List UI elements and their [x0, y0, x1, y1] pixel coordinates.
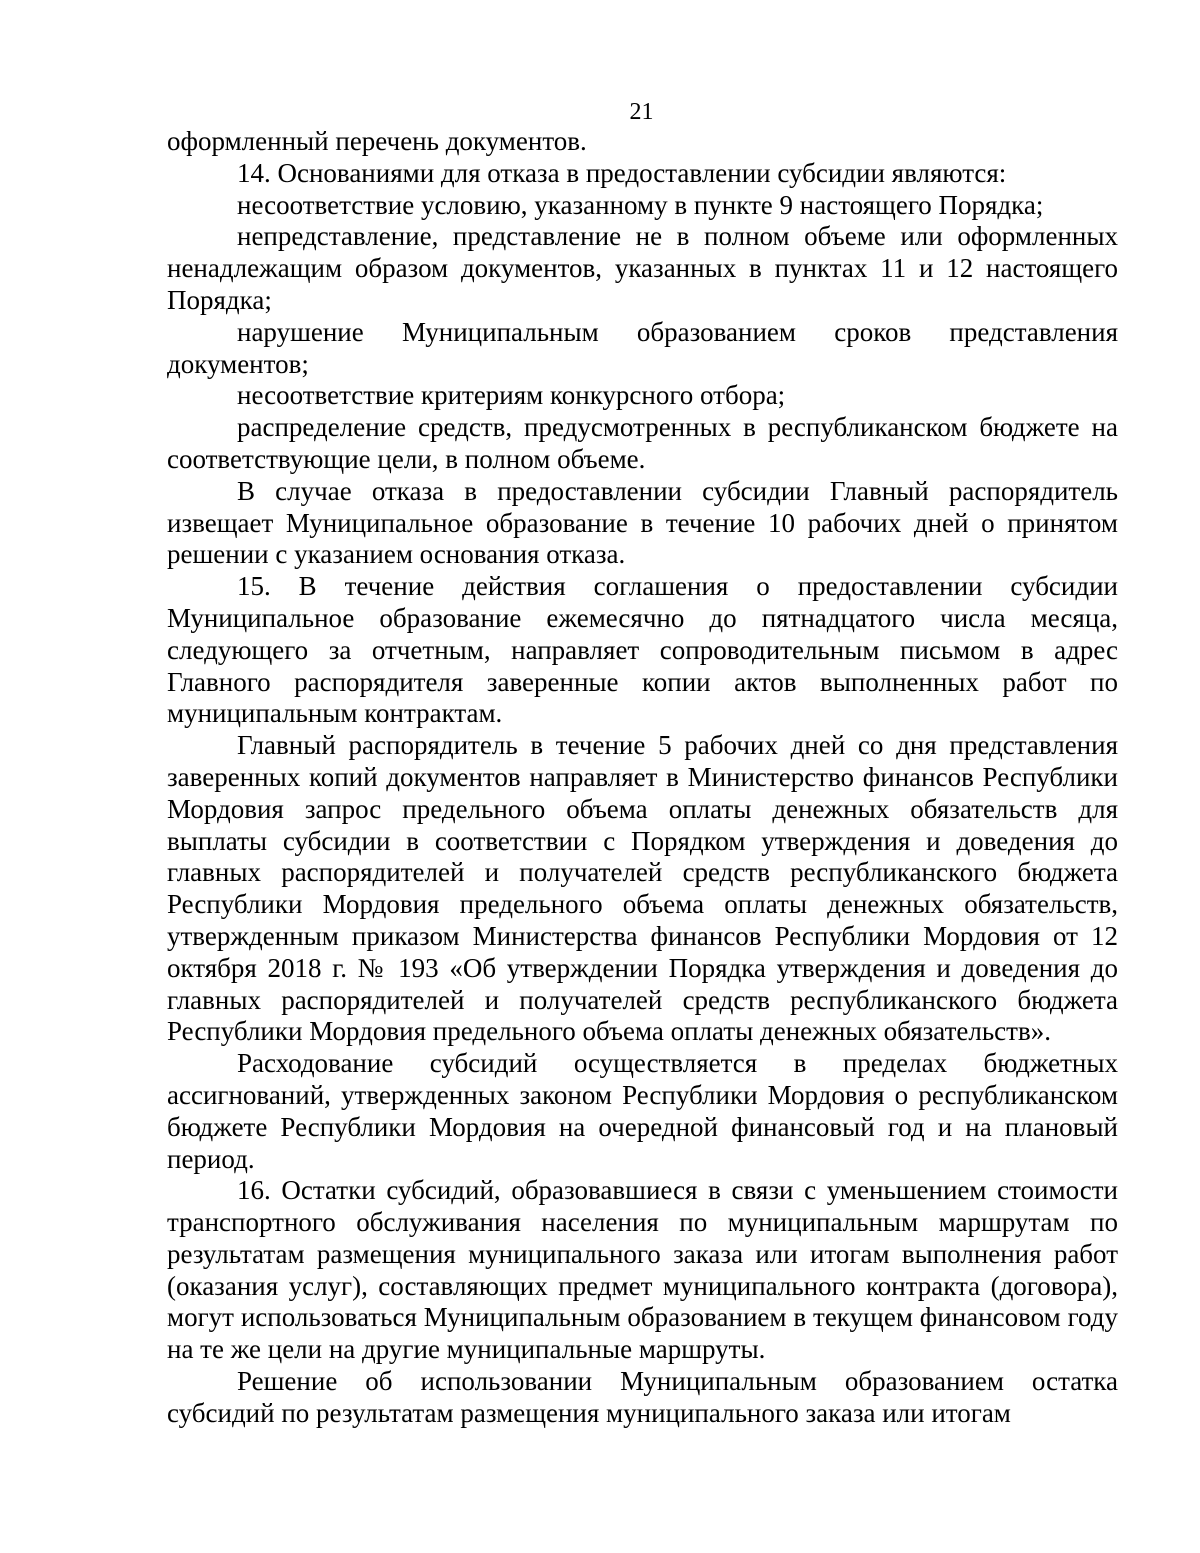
paragraph-clause-16: 16. Остатки субсидий, образовавшиеся в связи с уменьшением стоимости транспортного обслуживания населения по муниципальным маршрутам по результатам размещения муниципального заказа или итогам выполнения работ (оказания услуг), составляющих предмет муниципального контракта (договора), могут использоваться Муниципальным образованием в текущем финансовом году на те же цели на другие муниципальные маршруты. [167, 1175, 1118, 1365]
paragraph-ground-3: нарушение Муниципальным образованием сроков представления документов; [167, 316, 1118, 379]
paragraph-clause-14: 14. Основаниями для отказа в предоставлении субсидии являются: [237, 157, 1007, 188]
paragraph-payment-request: Главный распорядитель в течение 5 рабочих дней со дня представления заверенных копий документов направляет в Министерство финансов Республики Мордовия запрос предельного объема оплаты денежных обязательств для выплаты субсидии в соответствии с Порядком утверждения и доведения до главных распорядителей и получателей средств республиканского бюджета Республики Мордовия предельного объема оплаты денежных обязательств, утвержденным приказом Министерства финансов Республики Мордовия от 12 октября 2018 г. № 193 «Об утверждении Порядка утверждения и доведения до главных распорядителей и получателей средств республиканского бюджета Республики Мордовия предельного объема оплаты денежных обязательств». [167, 730, 1118, 1047]
paragraph-refusal-notice: В случае отказа в предоставлении субсидии Главный распорядитель извещает Муниципальное образование в течение 10 рабочих дней о принятом решении с указанием основания отказа. [167, 475, 1118, 570]
paragraph-clause-15: 15. В течение действия соглашения о предоставлении субсидии Муниципальное образование ежемесячно до пятнадцатого числа месяца, следующего за отчетным, направляет сопроводительным письмом в адрес Главного распорядителя заверенные копии актов выполненных работ по муниципальным контрактам. [167, 571, 1118, 729]
paragraph-continuation: оформленный перечень документов. [167, 126, 587, 156]
page-number: 21 [629, 99, 654, 125]
paragraph-ground-5: распределение средств, предусмотренных в республиканском бюджете на соответствующие цели, в полном объеме. [167, 412, 1118, 474]
document-body [167, 126, 1118, 1430]
paragraph-ground-4: несоответствие критериям конкурсного отбора; [237, 380, 786, 411]
paragraph-spending: Расходование субсидий осуществляется в пределах бюджетных ассигнований, утвержденных законом Республики Мордовия о республиканском бюджете Республики Мордовия на очередной финансовый год и на плановый период. [167, 1048, 1118, 1174]
paragraph-ground-2: непредставление, представление не в полном объеме или оформленных ненадлежащим образом документов, указанных в пунктах 11 и 12 настоящего Порядка; [167, 221, 1118, 315]
paragraph-ground-1: несоответствие условию, указанному в пункте 9 настоящего Порядка; [237, 189, 1044, 220]
paragraph-decision: Решение об использовании Муниципальным образованием остатка субсидий по результатам размещения муниципального заказа или итогам [167, 1366, 1118, 1428]
